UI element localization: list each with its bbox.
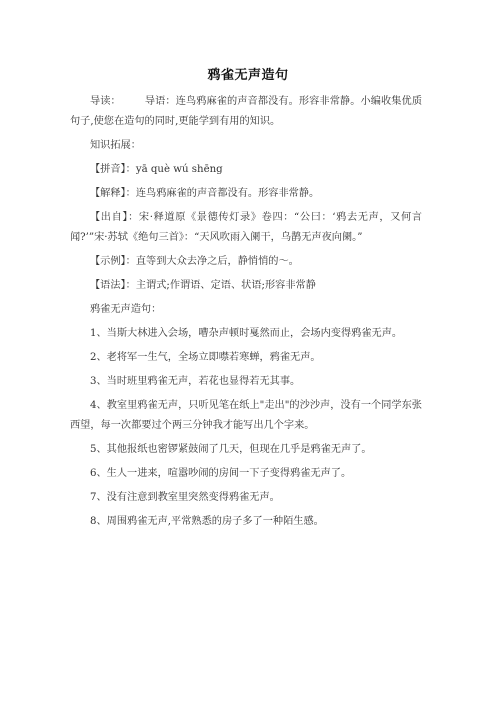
paragraph-source: 【出自】：宋·释道原《景德传灯录》卷四：“公曰：‘鸦去无声，又何言闻?’”宋·苏轼《绝句三首》：“天风吹雨入阑干，乌鹊无声夜向阑。” (70, 212, 422, 243)
paragraph-intro (70, 92, 422, 132)
paragraph-explanation: 【解释】：连鸟鸦麻雀的声音都没有。形容非常静。 (90, 188, 320, 199)
document-title: 鸦雀无声造句 (207, 68, 289, 83)
paragraph-pinyin: 【拼音】：yā què wú shēng (90, 164, 223, 175)
document-body (70, 92, 422, 536)
sentence-3: 3、当时班里鸦雀无声，若花也显得若无其事。 (90, 376, 301, 387)
sentence-8: 8、周围鸦雀无声,平常熟悉的房子多了一种陌生感。 (90, 516, 324, 527)
paragraph-knowledge-heading: 知识拓展： (90, 140, 141, 151)
intro-label: 导读： (90, 96, 121, 107)
intro-text: 导语：连鸟鸦麻雀的声音都没有。形容非常静。小编收集优质句子,使您在造句的同时,更能学到有用的知识。 (70, 96, 423, 127)
sentence-1: 1、当斯大林进入会场，嘈杂声顿时戛然而止，会场内变得鸦雀无声。 (90, 328, 403, 339)
sentence-5: 5、其他报纸也密锣紧鼓闹了几天，但现在几乎是鸦雀无声了。 (90, 444, 372, 455)
paragraph-example: 【示例】：直等到大众去净之后，静悄悄的～。 (90, 256, 299, 267)
sentence-6: 6、生人一进来，喧嚣吵闹的房间一下子变得鸦雀无声了。 (90, 468, 352, 479)
sentence-4: 4、教室里鸦雀无声，只听见笔在纸上"走出"的沙沙声，没有一个同学东张西望，每一次都要过个两三分钟我才能写出几个字来。 (70, 400, 422, 431)
sentence-2: 2、老将军一生气，全场立即噤若寒蝉，鸦雀无声。 (90, 352, 321, 363)
paragraph-sentences-heading: 鸦雀无声造句： (90, 304, 162, 315)
sentence-7: 7、没有注意到教室里突然变得鸦雀无声。 (90, 492, 280, 503)
paragraph-grammar: 【语法】：主谓式;作谓语、定语、状语;形容非常静 (90, 280, 316, 291)
